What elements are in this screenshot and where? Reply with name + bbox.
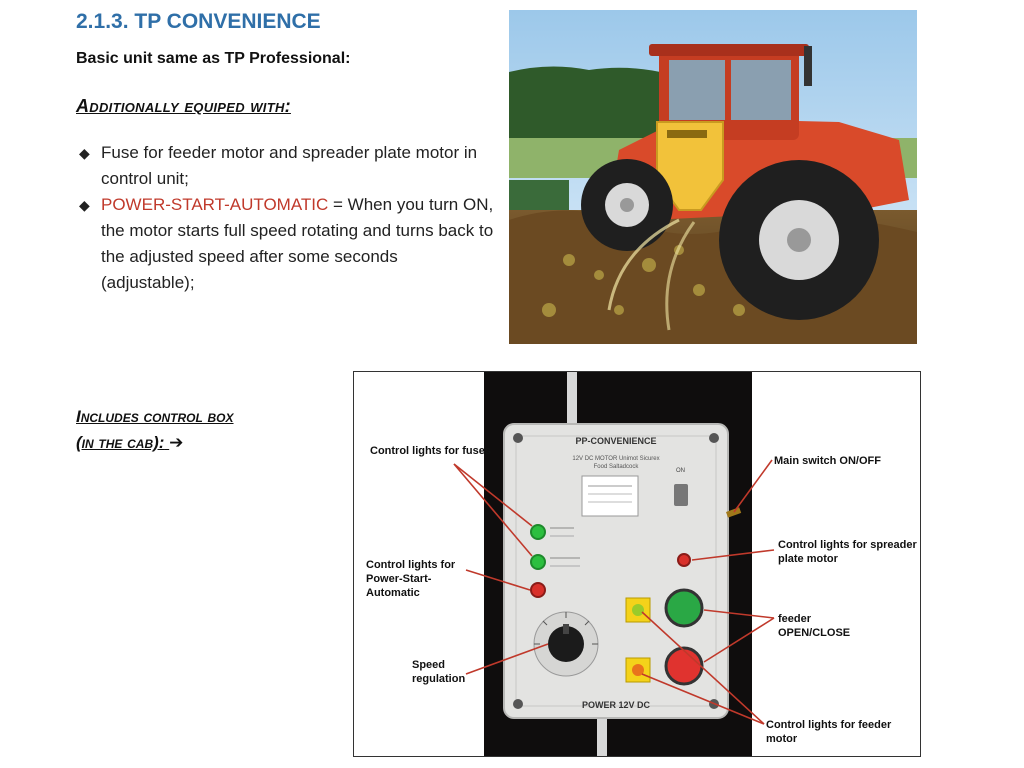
equipped-heading: Additionally equiped with: bbox=[76, 96, 291, 116]
callout-control-lights-spreader: Control lights for spreader plate motor bbox=[778, 539, 917, 565]
arrow-right-icon: ➔ bbox=[169, 433, 184, 452]
list-item-text: Fuse for feeder motor and spreader plate motor in control unit; bbox=[101, 143, 478, 188]
callout-speed-regulation: Speed regulation bbox=[412, 659, 466, 685]
box-top-label: PP-CONVENIENCE bbox=[575, 436, 657, 446]
includes-line-1: Includes control box bbox=[76, 407, 234, 426]
list-item bbox=[76, 192, 496, 296]
list-item-text: = When you turn ON, the motor starts full speed rotating and turns back to the adjusted speed after some seconds (adjustable); bbox=[101, 195, 494, 292]
svg-text:ON: ON bbox=[676, 468, 685, 474]
list-item bbox=[76, 140, 496, 192]
bullet-icon: ◆ bbox=[79, 145, 90, 161]
includes-line-2: (in the cab): ➔ bbox=[76, 430, 234, 456]
callout-control-lights-fuses: Control lights for fuses bbox=[370, 445, 491, 457]
box-bottom-label: POWER 12V DC bbox=[581, 700, 651, 710]
bullet-icon: ◆ bbox=[79, 197, 90, 213]
includes-heading bbox=[76, 404, 234, 456]
list-item-highlight: POWER-START-AUTOMATIC bbox=[101, 195, 329, 214]
feature-list bbox=[76, 140, 496, 296]
control-box-panel bbox=[353, 371, 921, 757]
section-heading: 2.1.3. TP CONVENIENCE bbox=[76, 10, 321, 33]
box-small-text: Food Saltadcock bbox=[593, 464, 639, 470]
tractor-photo bbox=[509, 10, 917, 344]
callout-control-lights-feeder: Control lights for feeder motor bbox=[766, 719, 892, 745]
subtitle: Basic unit same as TP Professional: bbox=[76, 50, 351, 67]
callout-main-switch: Main switch ON/OFF bbox=[774, 455, 881, 467]
box-small-text: 12V DC MOTOR Unimot Sicurex bbox=[572, 456, 660, 462]
callout-feeder-open-close: feeder OPEN/CLOSE bbox=[778, 613, 851, 639]
callout-control-lights-power-start: Control lights for Power-Start-Automatic bbox=[366, 559, 456, 599]
